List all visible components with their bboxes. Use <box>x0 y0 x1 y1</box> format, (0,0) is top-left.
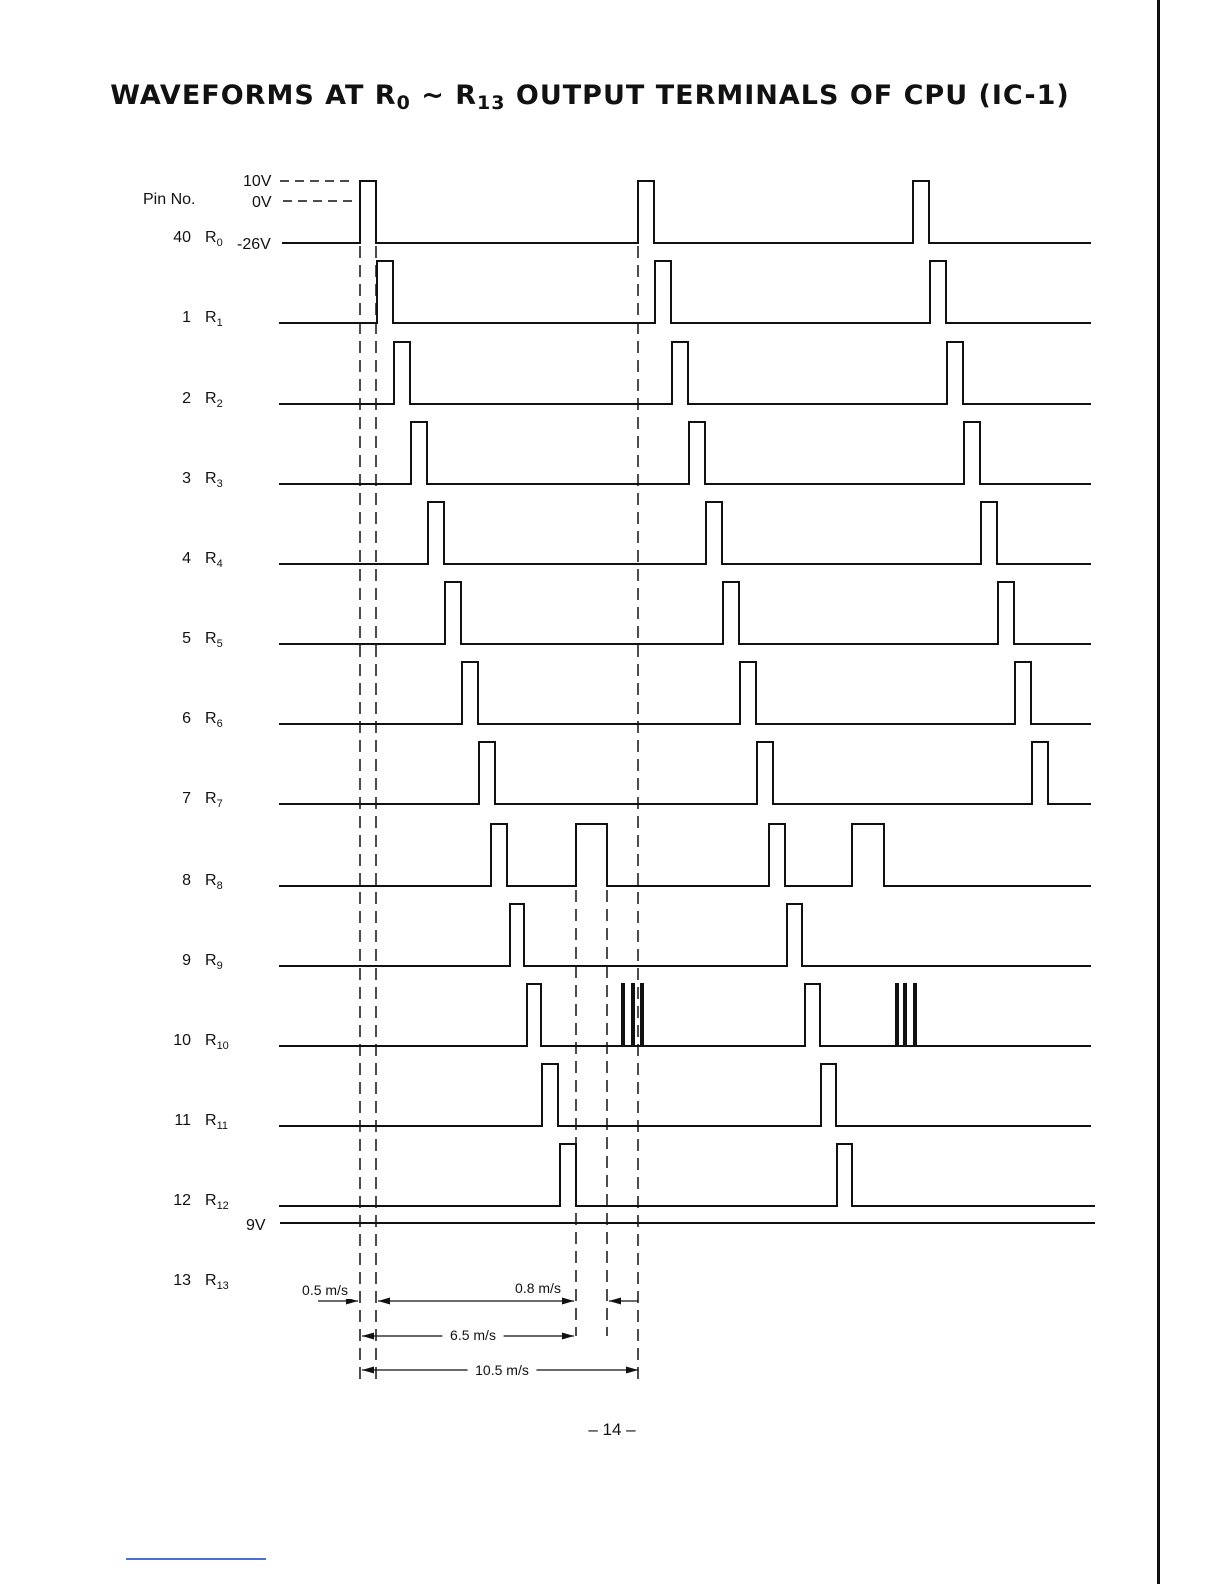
waveform-r10 <box>279 984 1091 1046</box>
waveform-r2 <box>279 342 1091 404</box>
waveform-r11 <box>279 1064 1091 1126</box>
pin-number-8: 8 <box>182 872 191 889</box>
arrowhead <box>562 1333 574 1340</box>
arrowhead <box>626 1367 638 1374</box>
output-terminal-label: $R_{13}$ <box>205 1272 229 1292</box>
pin-number-11: 11 <box>174 1112 191 1129</box>
page-title: WAVEFORMS AT $R_0$ ~ $R_{13}$ OUTPUT TERMINALS OF CPU (IC-1) <box>110 80 1070 114</box>
waveform-r1 <box>279 261 1091 323</box>
waveform-r7 <box>279 742 1091 804</box>
pin-number-2: 2 <box>182 390 191 407</box>
arrowhead <box>378 1298 390 1305</box>
footer-rule <box>126 1558 266 1560</box>
waveform-r4 <box>279 502 1091 564</box>
pin-number-4: 4 <box>182 550 191 567</box>
pin-number-12: 12 <box>173 1192 191 1209</box>
output-terminal-label: $R_{11}$ <box>205 1112 228 1132</box>
pin-number-3: 3 <box>182 470 191 487</box>
voltage-label-0v: 0V <box>252 194 272 211</box>
arrowhead <box>362 1333 374 1340</box>
output-terminal-label: $R_4$ <box>205 550 223 570</box>
waveform-r9 <box>279 904 1091 966</box>
waveform-r5 <box>279 582 1091 644</box>
pin-number-1: 1 <box>182 309 191 326</box>
output-terminal-label: $R_{10}$ <box>205 1032 229 1052</box>
page-number: – 14 – <box>588 1420 636 1439</box>
voltage-label-10v: 10V <box>243 173 272 190</box>
output-terminal-label: $R_5$ <box>205 630 223 650</box>
waveform-r12 <box>279 1144 1095 1206</box>
waveform-r0 <box>282 181 1091 243</box>
output-terminal-label: $R_2$ <box>205 390 223 410</box>
timing-label: 0.5 m/s <box>302 1282 348 1298</box>
waveform-r8 <box>279 824 1091 886</box>
arrowhead <box>362 1367 374 1374</box>
voltage-label-minus26v: -26V <box>237 236 271 253</box>
timing-label: 6.5 m/s <box>450 1327 496 1343</box>
pin-number-header: Pin No. <box>143 191 196 208</box>
output-terminal-label: $R_8$ <box>205 872 223 892</box>
pin-number-9: 9 <box>182 952 191 969</box>
pin-number-6: 6 <box>182 710 191 727</box>
pin-number-13: 13 <box>173 1272 191 1289</box>
output-terminal-label: $R_9$ <box>205 952 223 972</box>
output-terminal-label: $R_6$ <box>205 710 223 730</box>
arrowhead <box>562 1298 574 1305</box>
voltage-label-9v: 9V <box>246 1217 266 1234</box>
timing-label: 0.8 m/s <box>515 1280 561 1296</box>
pin-number-10: 10 <box>173 1032 191 1049</box>
output-terminal-label: $R_0$ <box>205 229 223 249</box>
pin-number-7: 7 <box>182 790 191 807</box>
arrowhead <box>609 1298 621 1305</box>
pin-number-40: 40 <box>173 229 191 246</box>
waveform-r6 <box>279 662 1091 724</box>
output-terminal-label: $R_{12}$ <box>205 1192 229 1212</box>
page-edge-line <box>1157 0 1160 1584</box>
pin-number-5: 5 <box>182 630 191 647</box>
output-terminal-label: $R_3$ <box>205 470 223 490</box>
timing-label: 10.5 m/s <box>475 1362 529 1378</box>
waveform-r3 <box>279 422 1091 484</box>
output-terminal-label: $R_1$ <box>205 309 223 329</box>
output-terminal-label: $R_7$ <box>205 790 223 810</box>
